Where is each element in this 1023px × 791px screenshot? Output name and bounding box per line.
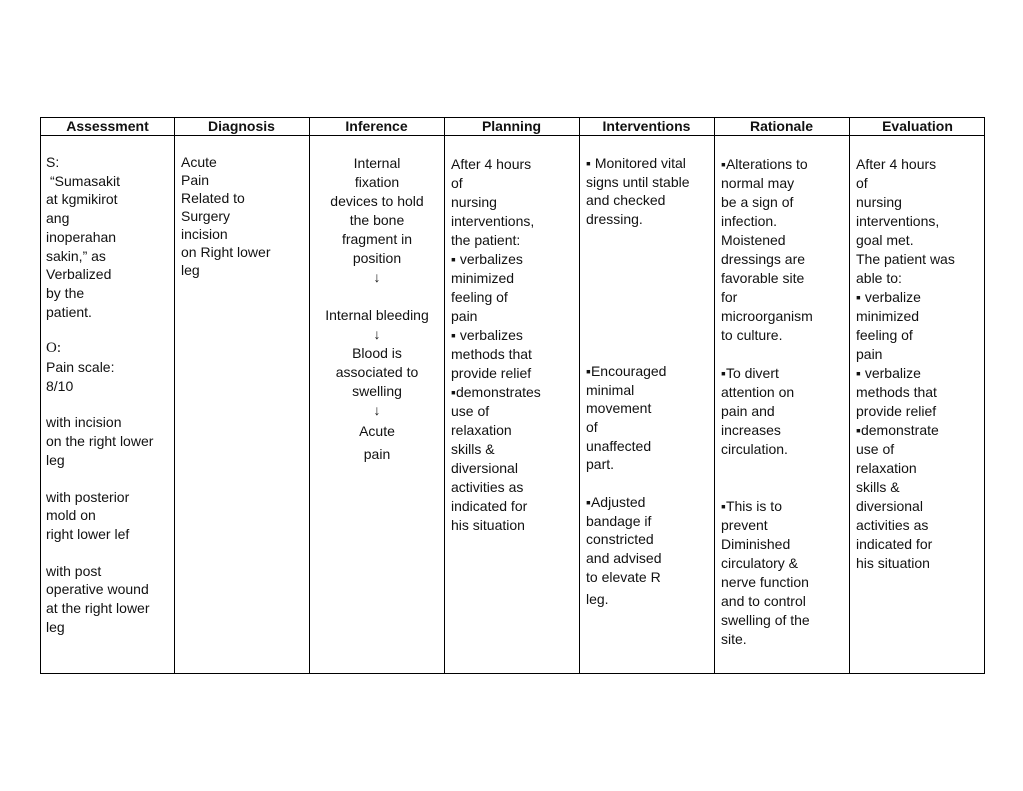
quote-line: Verbalized — [46, 266, 112, 283]
objective-finding — [46, 488, 172, 544]
finding-line: leg — [46, 451, 65, 468]
evaluation-line: his situation — [856, 555, 930, 571]
intervention-line: dressing. — [586, 211, 643, 228]
rationale-line: and to control — [721, 593, 806, 609]
planning-line: pain — [451, 308, 478, 324]
subjective-quote — [46, 172, 172, 322]
intervention-line: signs until stable — [586, 173, 690, 190]
rationale-line: increases — [721, 422, 781, 438]
evaluation-line: activities as — [856, 517, 929, 533]
rationale-item — [721, 497, 848, 649]
column-divider — [579, 118, 580, 673]
rationale-item — [721, 155, 848, 345]
evaluation-cell — [856, 155, 984, 573]
planning-line: ▪ verbalizes — [451, 251, 523, 267]
rationale-line: site. — [721, 631, 747, 647]
evaluation-line: skills & — [856, 479, 900, 495]
evaluation-line: relaxation — [856, 460, 917, 476]
column-divider — [849, 118, 850, 673]
intervention-line: ▪ Monitored vital — [586, 155, 686, 171]
column-divider — [714, 118, 715, 673]
intervention-line: and checked — [586, 192, 666, 209]
rationale-line: microorganism — [721, 308, 813, 324]
column-divider — [309, 118, 310, 673]
planning-line: minimized — [451, 270, 515, 286]
rationale-line: favorable site — [721, 270, 805, 286]
evaluation-line: minimized — [856, 308, 920, 324]
rationale-cell — [721, 155, 848, 649]
intervention-line: to elevate R — [586, 568, 661, 585]
intervention-item — [586, 493, 713, 608]
planning-line: After 4 hours — [451, 156, 532, 172]
rationale-line: ▪Alterations to — [721, 156, 808, 172]
objective-finding — [46, 562, 172, 637]
header-rationale: Rationale — [749, 118, 813, 134]
inference-step — [311, 344, 443, 401]
rationale-line: prevent — [721, 517, 768, 533]
inference-line: Internal — [353, 155, 401, 171]
intervention-line: unaffected — [586, 437, 652, 454]
column-divider — [444, 118, 445, 673]
header-diagnosis: Diagnosis — [208, 118, 275, 134]
header-assessment: Assessment — [66, 118, 149, 134]
finding-line: operative wound — [46, 581, 149, 598]
rationale-line: pain and — [721, 403, 775, 419]
down-arrow-icon: ↓ — [373, 326, 381, 342]
inference-step — [311, 154, 443, 268]
planning-line: his situation — [451, 517, 525, 533]
column-divider — [174, 118, 175, 673]
diagnosis-line: Pain — [181, 172, 210, 188]
rationale-line: Diminished — [721, 536, 791, 552]
inference-cell — [311, 154, 443, 466]
intervention-line: constricted — [586, 531, 654, 548]
diagnosis-line: leg — [181, 262, 200, 278]
objective-label: O: — [46, 340, 61, 357]
finding-line: with incision — [46, 414, 122, 431]
planning-line: of — [451, 175, 463, 191]
quote-line: “Sumasakit — [50, 172, 121, 189]
evaluation-line: diversional — [856, 498, 923, 514]
intervention-line: minimal — [586, 381, 635, 398]
finding-line: at the right lower — [46, 600, 150, 617]
inference-line: Acute — [359, 423, 395, 439]
inference-line: associated to — [335, 364, 419, 380]
finding-line: mold on — [46, 507, 96, 524]
finding-line: leg — [46, 618, 65, 635]
planning-line: methods that — [451, 346, 532, 362]
quote-line: inoperahan — [46, 228, 117, 245]
assessment-cell — [46, 153, 172, 636]
inference-step: Internal bleeding — [325, 307, 429, 323]
intervention-line: movement — [586, 400, 652, 417]
rationale-line: Moistened — [721, 232, 786, 248]
evaluation-line: indicated for — [856, 536, 933, 552]
planning-line: diversional — [451, 460, 518, 476]
subjective-label: S: — [46, 154, 60, 170]
planning-line: the patient: — [451, 232, 521, 248]
intervention-line: ▪Encouraged — [586, 362, 667, 379]
table-header-row — [41, 118, 984, 136]
planning-line: relaxation — [451, 422, 512, 438]
intervention-line: of — [586, 418, 598, 435]
finding-line: on the right lower — [46, 433, 154, 450]
rationale-line: ▪To divert — [721, 365, 779, 381]
rationale-line: circulation. — [721, 441, 788, 457]
inference-step — [311, 420, 443, 466]
rationale-line: circulatory & — [721, 555, 799, 571]
evaluation-line: nursing — [856, 194, 902, 210]
down-arrow-icon: ↓ — [373, 402, 381, 418]
quote-line: ang — [46, 210, 70, 227]
evaluation-line: methods that — [856, 384, 937, 400]
evaluation-line: The patient was — [856, 251, 955, 267]
evaluation-line: After 4 hours — [856, 156, 937, 172]
diagnosis-line: Acute — [181, 154, 217, 170]
interventions-cell — [586, 154, 713, 608]
planning-line: ▪demonstrates — [451, 384, 541, 400]
rationale-line: ▪This is to — [721, 498, 782, 514]
finding-line: right lower lef — [46, 525, 130, 542]
planning-line: interventions, — [451, 213, 535, 229]
planning-line: use of — [451, 403, 490, 419]
intervention-item — [586, 154, 713, 229]
evaluation-line: ▪demonstrate — [856, 422, 939, 438]
evaluation-line: ▪ verbalize — [856, 289, 921, 305]
planning-line: feeling of — [451, 289, 508, 305]
rationale-line: nerve function — [721, 574, 809, 590]
rationale-line: attention on — [721, 384, 795, 400]
quote-line: at kgmikirot — [46, 191, 118, 208]
rationale-line: for — [721, 289, 738, 305]
inference-line: fragment in — [341, 231, 413, 247]
header-interventions: Interventions — [602, 118, 691, 134]
header-evaluation: Evaluation — [882, 118, 953, 134]
inference-line: fixation — [354, 174, 400, 190]
down-arrow-icon: ↓ — [373, 269, 381, 285]
planning-cell — [451, 155, 577, 535]
rationale-line: to culture. — [721, 327, 783, 343]
rationale-line: swelling of the — [721, 612, 810, 628]
intervention-line: bandage if — [586, 512, 652, 529]
rationale-line: normal may — [721, 175, 795, 191]
evaluation-line: use of — [856, 441, 895, 457]
planning-line: provide relief — [451, 365, 532, 381]
diagnosis-line: Related to — [181, 190, 245, 206]
evaluation-line: feeling of — [856, 327, 913, 343]
rationale-line: be a sign of — [721, 194, 794, 210]
rationale-line: dressings are — [721, 251, 806, 267]
diagnosis-line: incision — [181, 226, 228, 242]
diagnosis-line: on Right lower — [181, 244, 271, 260]
diagnosis-line: Surgery — [181, 208, 231, 224]
inference-line: the bone — [349, 212, 405, 228]
header-planning: Planning — [481, 118, 542, 134]
evaluation-line: pain — [856, 346, 883, 362]
intervention-item — [586, 362, 713, 474]
planning-line: ▪ verbalizes — [451, 327, 523, 343]
evaluation-line: provide relief — [856, 403, 937, 419]
evaluation-line: able to: — [856, 270, 902, 286]
planning-line: skills & — [451, 441, 495, 457]
evaluation-line: of — [856, 175, 868, 191]
quote-line: sakin,” as — [46, 247, 106, 264]
intervention-line: and advised — [586, 550, 662, 567]
intervention-line: ▪Adjusted — [586, 494, 646, 511]
inference-line: swelling — [352, 383, 402, 399]
evaluation-line: ▪ verbalize — [856, 365, 921, 381]
nursing-care-plan-table — [40, 117, 985, 674]
planning-line: nursing — [451, 194, 497, 210]
inference-line: position — [352, 250, 402, 266]
evaluation-line: interventions, — [856, 213, 940, 229]
pain-scale-value: 8/10 — [46, 377, 74, 394]
objective-finding — [46, 413, 172, 469]
finding-line: with post — [46, 562, 102, 579]
diagnosis-cell — [181, 153, 307, 279]
pain-scale-label: Pain scale: — [46, 359, 115, 376]
rationale-line: infection. — [721, 213, 778, 229]
inference-line: pain — [363, 446, 391, 462]
rationale-item — [721, 364, 848, 459]
finding-line: with posterior — [46, 488, 130, 505]
intervention-line: leg. — [586, 590, 609, 607]
inference-line: devices to hold — [330, 193, 424, 209]
planning-line: activities as — [451, 479, 524, 495]
quote-line: by the — [46, 284, 85, 301]
pain-scale — [46, 358, 172, 395]
planning-line: indicated for — [451, 498, 528, 514]
header-inference: Inference — [345, 118, 408, 134]
intervention-line: part. — [586, 456, 615, 473]
quote-line: patient. — [46, 303, 92, 320]
inference-line: Blood is — [352, 345, 402, 361]
evaluation-line: goal met. — [856, 232, 914, 248]
